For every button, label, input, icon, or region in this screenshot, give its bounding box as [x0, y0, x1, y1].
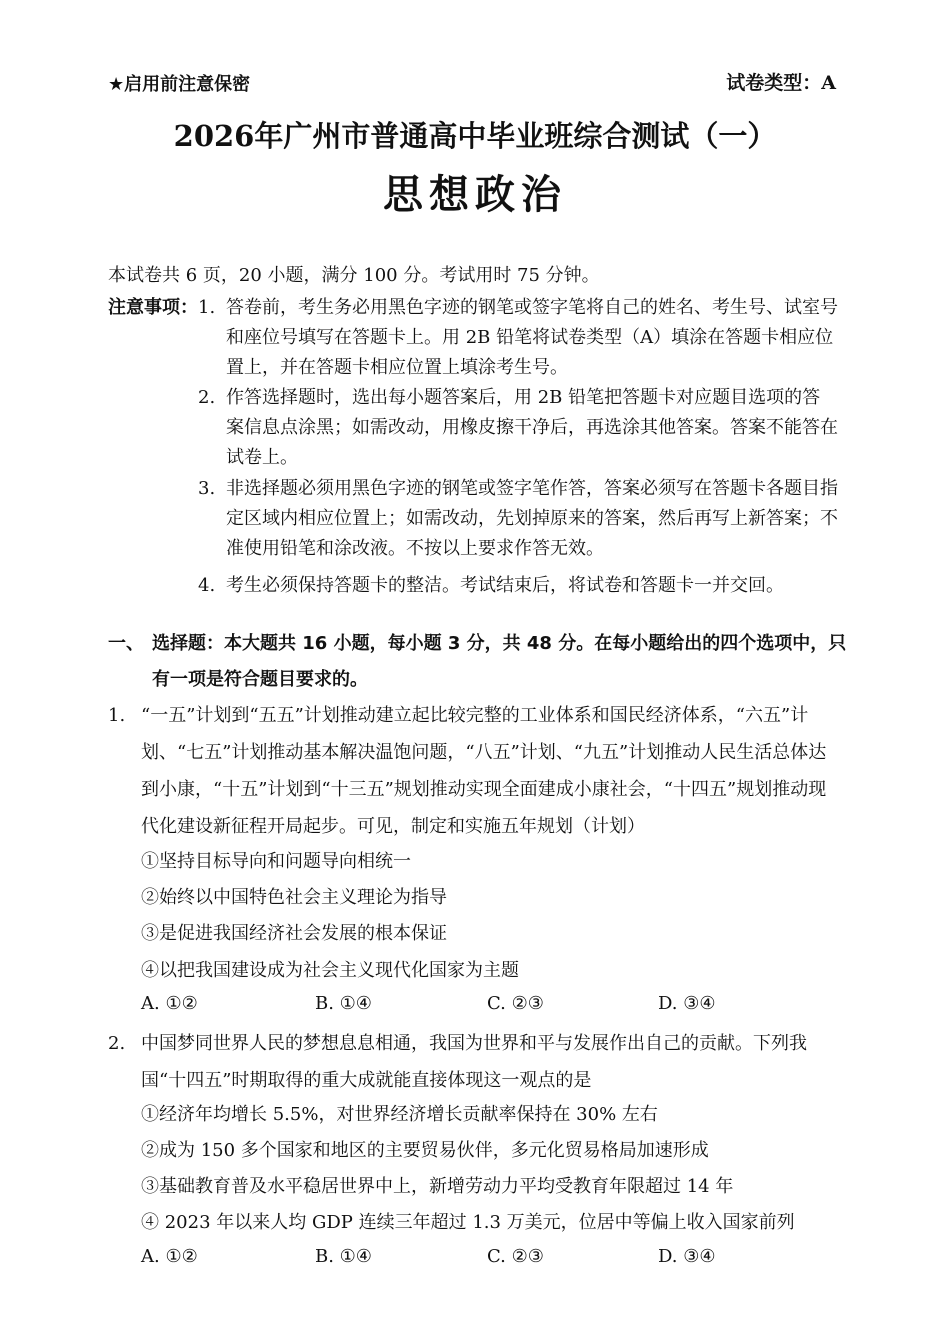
statement-option: ③是促进我国经济社会发展的根本保证: [141, 923, 447, 944]
notice-item-text: 作答选择题时，选出每小题答案后，用 2B 铅笔把答题卡对应题目选项的答案信息点涂黑；如需改动，用橡皮擦干净后，再选涂其他答案。答案不能答在试卷上。: [226, 387, 838, 468]
statement-option: ④ 2023 年以来人均 GDP 连续三年超过 1.3 万美元，位居中等偏上收入国家前列: [141, 1212, 795, 1233]
section-number: 一、: [108, 633, 144, 654]
statement-option: ①经济年均增长 5.5%，对世界经济增长贡献率保持在 30% 左右: [141, 1104, 658, 1125]
answer-choice-a: A. ①②: [141, 993, 198, 1014]
notice-item-4: [198, 571, 838, 601]
answer-choice-b: B. ①④: [315, 1246, 372, 1267]
section-heading: [108, 626, 848, 698]
notice-item-2: [198, 383, 838, 473]
statement-option: ③基础教育普及水平稳居世界中上，新增劳动力平均受教育年限超过 14 年: [141, 1176, 734, 1197]
question-number: 2.: [108, 1033, 126, 1054]
confidential-label: ★启用前注意保密: [108, 74, 251, 95]
notice-label: 注意事项：: [108, 297, 198, 318]
answer-choice-d: D. ③④: [658, 993, 716, 1014]
notice-item-number: 3.: [198, 478, 216, 499]
subject-title: 思想政治: [383, 172, 567, 218]
statement-option: ②成为 150 多个国家和地区的主要贸易伙伴，多元化贸易格局加速形成: [141, 1140, 709, 1161]
notice-item-3: [198, 474, 838, 564]
notice-item-text: 非选择题必须用黑色字迹的钢笔或签字笔作答，答案必须写在答题卡各题目指定区域内相应位置上；如需改动，先划掉原来的答案，然后再写上新答案；不准使用铅笔和涂改液。不按以上要求作答无效。: [226, 478, 838, 559]
question-number: 1.: [108, 705, 126, 726]
section-text: 选择题：本大题共 16 小题，每小题 3 分，共 48 分。在每小题给出的四个选项中，只有一项是符合题目要求的。: [152, 633, 847, 690]
question-2-stem: [108, 1025, 838, 1099]
notice-item-number: 1.: [198, 297, 216, 318]
question-text: “一五”计划到“五五”计划推动建立起比较完整的工业体系和国民经济体系，“六五”计划、“七五”计划推动基本解决温饱问题，“八五”计划、“九五”计划推动人民生活总体达到小康，“十五”计划到“十三五”规划推动实现全面建成小康社会，“十四五”规划推动现代化建设新征程开局起步。可见，制定和实施五年规划（计划）: [141, 705, 827, 837]
answer-choice-a: A. ①②: [141, 1246, 198, 1267]
question-1-stem: [108, 697, 838, 845]
answer-choice-c: C. ②③: [487, 993, 544, 1014]
answer-choice-c: C. ②③: [487, 1246, 544, 1267]
notice-item-1: [198, 293, 838, 383]
answer-choice-b: B. ①④: [315, 993, 372, 1014]
statement-option: ②始终以中国特色社会主义理论为指导: [141, 887, 447, 908]
exam-title: 2026年广州市普通高中毕业班综合测试（一）: [173, 119, 777, 153]
notice-item-text: 考生必须保持答题卡的整洁。考试结束后，将试卷和答题卡一并交回。: [226, 575, 784, 596]
statement-option: ④以把我国建设成为社会主义现代化国家为主题: [141, 960, 519, 981]
notice-item-text: 答卷前，考生务必用黑色字迹的钢笔或签字笔将自己的姓名、考生号、试室号和座位号填写在答题卡上。用 2B 铅笔将试卷类型（A）填涂在答题卡相应位置上，并在答题卡相应位置上填涂考生号。: [226, 297, 838, 378]
notice-item-number: 4.: [198, 575, 216, 596]
statement-option: ①坚持目标导向和问题导向相统一: [141, 851, 411, 872]
exam-intro: 本试卷共 6 页，20 小题，满分 100 分。考试用时 75 分钟。: [108, 265, 600, 286]
answer-choice-d: D. ③④: [658, 1246, 716, 1267]
notice-item-number: 2.: [198, 387, 216, 408]
paper-type: 试卷类型：A: [726, 72, 836, 94]
question-text: 中国梦同世界人民的梦想息息相通，我国为世界和平与发展作出自己的贡献。下列我国“十四五”时期取得的重大成就能直接体现这一观点的是: [141, 1033, 807, 1091]
